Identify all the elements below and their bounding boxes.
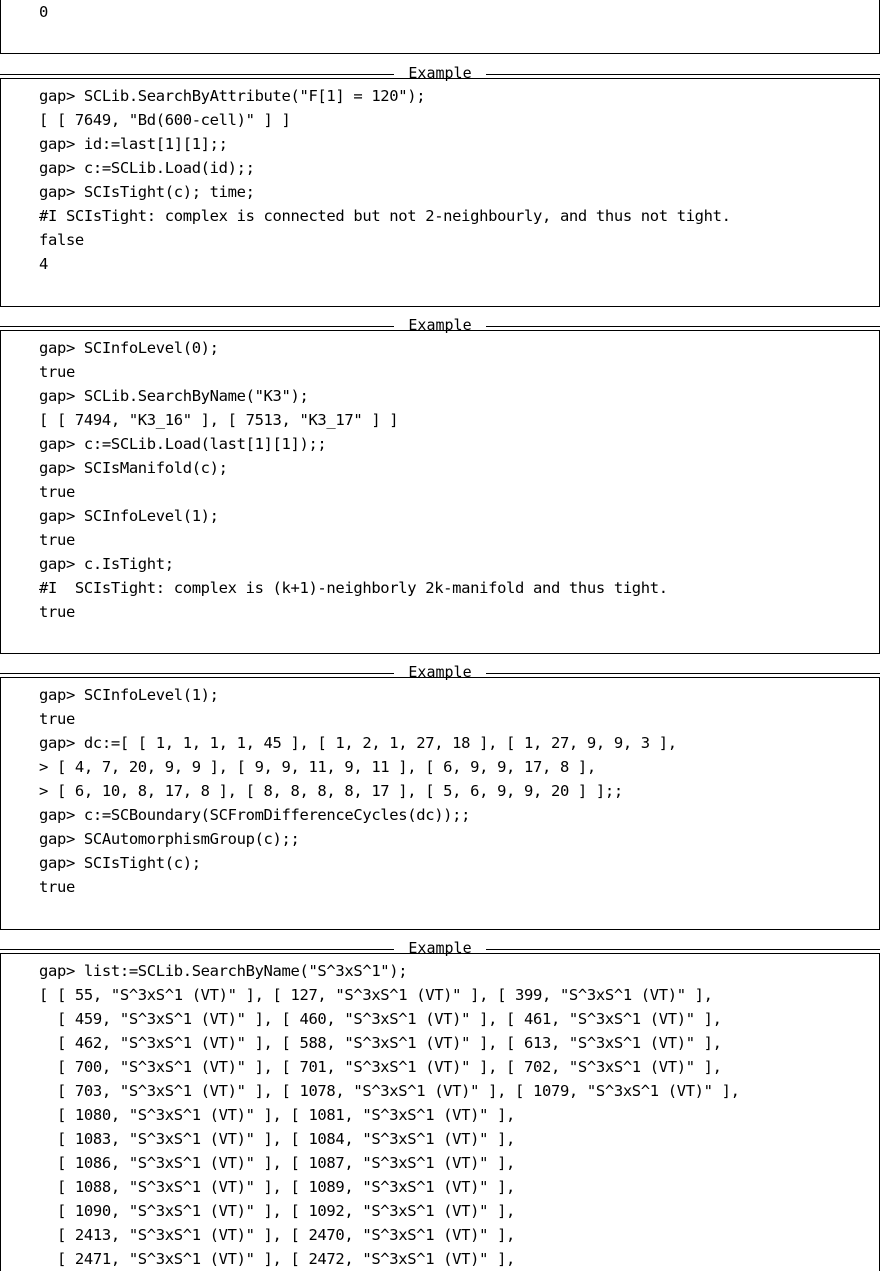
code-block-2 xyxy=(0,330,880,654)
label-rule-right xyxy=(486,673,880,674)
label-rule-right xyxy=(486,74,880,75)
label-rule-left xyxy=(0,949,394,950)
code-block-0 xyxy=(0,0,880,54)
label-rule-right xyxy=(486,326,880,327)
label-rule-right xyxy=(486,949,880,950)
code-text-4: gap> list:=SCLib.SearchByName("S^3xS^1"); [ [ 55, "S^3xS^1 (VT)" ], [ 127, "S^3xS^1 (VT)" ], [ 399, "S^3xS^1 (VT)" ], [ 459, "S^3xS^1 (VT)" ], [ 460, "S^3xS^1 (VT)" ], [ 461, "S^3xS^1 (VT)" ], [ 462, "S^3xS^1 (VT)" ], [ 588, "S^3xS^1 (VT)" ], [ 613, "S^3xS^1 (VT)" ], [ 700, "S^3xS^1 (VT)" ], [ 701, "S^3xS^1 (VT)" ], [ 702, "S^3xS^1 (VT)" ], [ 703, "S^3xS^1 (VT)" ], [ 1078, "S^3xS^1 (VT)" ], [ 1079, "S^3xS^1 (VT)" ], [ 1080, "S^3xS^1 (VT)" ], [ 1081, "S^3xS^1 (VT)" ], [ 1083, "S^3xS^1 (VT)" ], [ 1084, "S^3xS^1 (VT)" ], [ 1086, "S^3xS^1 (VT)" ], [ 1087, "S^3xS^1 (VT)" ], [ 1088, "S^3xS^1 (VT)" ], [ 1089, "S^3xS^1 (VT)" ], [ 1090, "S^3xS^1 (VT)" ], [ 1092, "S^3xS^1 (VT)" ], [ 2413, "S^3xS^1 (VT)" ], [ 2470, "S^3xS^1 (VT)" ], [ 2471, "S^3xS^1 (VT)" ], [ 2472, "S^3xS^1 (VT)" ], xyxy=(39,962,740,1268)
code-text-0: 0 xyxy=(39,3,48,21)
code-text-3: gap> SCInfoLevel(1); true gap> dc:=[ [ 1, 1, 1, 1, 45 ], [ 1, 2, 1, 27, 18 ], [ 1, 27, 9, 9, 3 ], > [ 4, 7, 20, 9, 9 ], [ 9, 9, 11, 9, 11 ], [ 6, 9, 9, 17, 8 ], > [ 6, 10, 8, 17, 8 ], [ 8, 8, 8, 8, 17 ], [ 5, 6, 9, 9, 20 ] ];; gap> c:=SCBoundary(SCFromDifferenceCycles(dc));; gap> SCAutomorphismGroup(c);; gap> SCIsTight(c); true xyxy=(39,686,677,896)
code-block-3 xyxy=(0,677,880,930)
example-label-text: Example xyxy=(408,316,472,334)
code-text-2: gap> SCInfoLevel(0); true gap> SCLib.SearchByName("K3"); [ [ 7494, "K3_16" ], [ 7513, "K3_17" ] ] gap> c:=SCLib.Load(last[1][1]);; gap> SCIsManifold(c); true gap> SCInfoLevel(1); true gap> c.IsTight; #I SCIsTight: complex is (k+1)-neighborly 2k-manifold and thus tight. true xyxy=(39,339,668,621)
label-rule-left xyxy=(0,326,394,327)
label-rule-left xyxy=(0,74,394,75)
code-block-4 xyxy=(0,953,880,1271)
example-label-text: Example xyxy=(408,663,472,681)
code-block-1 xyxy=(0,78,880,307)
example-label-text: Example xyxy=(408,939,472,957)
example-label-text: Example xyxy=(408,64,472,82)
label-rule-left xyxy=(0,673,394,674)
code-text-1: gap> SCLib.SearchByAttribute("F[1] = 120"); [ [ 7649, "Bd(600-cell)" ] ] gap> id:=last[1][1];; gap> c:=SCLib.Load(id);; gap> SCIsTight(c); time; #I SCIsTight: complex is connected but not 2-neighbourly, and thus not tight. false 4 xyxy=(39,87,731,273)
